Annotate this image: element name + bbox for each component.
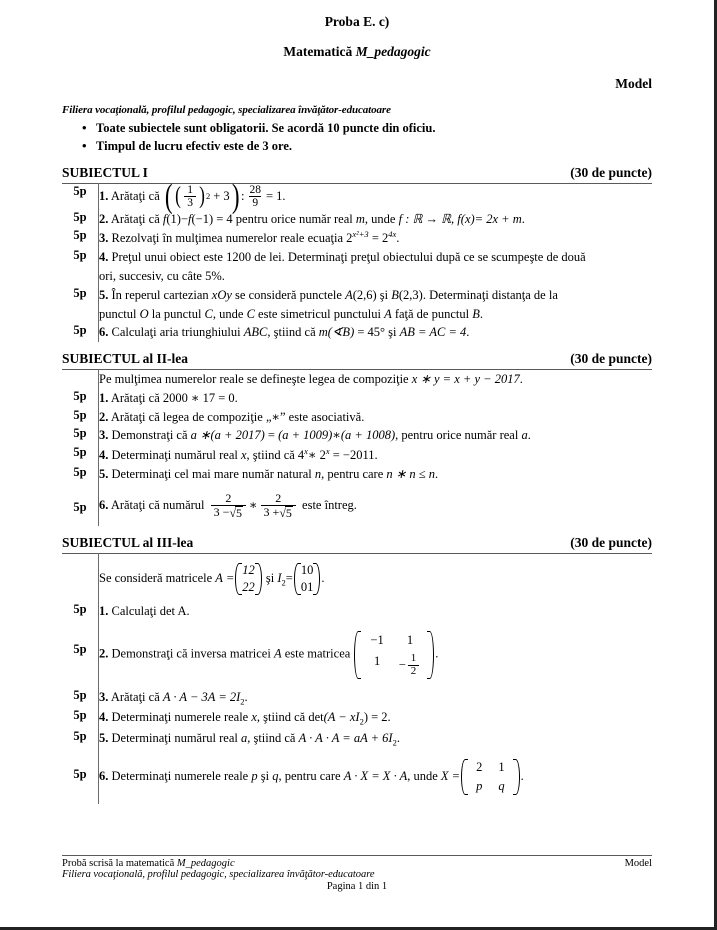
problem-body <box>99 323 653 342</box>
footer-filiera: Filiera vocaţională, profilul pedagogic, specializarea învăţător-educatoare <box>62 869 375 880</box>
points-cell: 5p <box>73 688 87 703</box>
matrix-cell: 1 <box>242 562 249 577</box>
problem-text: Calculaţi <box>111 603 157 618</box>
period: . <box>282 188 286 203</box>
equation: A · A − 3A = 2I <box>162 690 241 705</box>
power-base: 4 <box>297 448 305 463</box>
matrix-cell: 2 <box>476 759 483 774</box>
problem-body <box>99 228 653 248</box>
problem-text: Determinaţi numerele reale <box>111 710 249 725</box>
section-points: (30 de puncte) <box>570 164 652 180</box>
var-a: a <box>521 428 528 443</box>
point-A: A <box>384 306 392 321</box>
matrix-cell: 1 <box>307 579 314 594</box>
problem-text: faţă de punctul <box>394 306 470 321</box>
fn-f: f <box>188 211 192 226</box>
problem-number: 3. <box>99 231 109 246</box>
frac-numerator: 1 <box>410 652 417 665</box>
section-title: SUBIECTUL I <box>62 164 148 180</box>
measure-fn: m <box>318 325 328 340</box>
inequality: n ∗ n ≤ n <box>386 466 435 481</box>
det-arg: (A − xI <box>323 710 360 725</box>
exam-note-item: • Toate subiectele sunt obligatorii. Se acordă 10 puncte din oficiu. <box>82 120 652 138</box>
table-row <box>62 370 652 389</box>
problem-text: , pentru orice număr real <box>395 428 519 443</box>
problem-number: 2. <box>99 409 109 424</box>
power-base: 2 <box>382 231 389 246</box>
table-row <box>62 749 652 804</box>
problem-text: Arătaţi că <box>110 211 160 226</box>
exam-proba-title: Proba E. c) <box>324 14 390 29</box>
minus-sign: − <box>398 657 406 672</box>
table-row <box>62 708 652 728</box>
equation-rhs: = −2011 <box>332 448 375 463</box>
exponent: x²+3 <box>352 229 369 240</box>
point-A-coords: (2,6) <box>352 287 377 302</box>
table-row <box>62 228 652 248</box>
var-x: x <box>240 448 247 463</box>
arg-x: (x) <box>460 211 475 226</box>
points-cell-empty <box>62 370 99 389</box>
point-O: O <box>139 306 149 321</box>
lhs-paren: (a + 2017) <box>210 428 265 443</box>
exponent: x <box>304 446 308 457</box>
problem-number: 1. <box>99 188 109 203</box>
problem-text: se consideră punctele <box>235 287 342 302</box>
points-cell: 5p <box>73 183 87 198</box>
points-cell: 5p <box>73 407 87 422</box>
sqrt-5: √5 <box>229 505 243 520</box>
percent-value: 5% <box>205 269 222 284</box>
matrix-cell: 1 <box>406 633 414 648</box>
period: . <box>321 570 325 585</box>
table-row <box>62 445 652 465</box>
table-row <box>62 323 652 342</box>
problem-number: 1. <box>99 603 109 618</box>
frac-numerator: 28 <box>249 183 261 196</box>
problem-number: 4. <box>99 250 109 265</box>
problem-text: este matricea <box>284 647 351 662</box>
rhs-right: (a + 1008) <box>340 428 396 443</box>
problem-body <box>99 465 653 484</box>
matrix-cell: p <box>476 778 483 793</box>
equation: A · X = X · A <box>343 768 408 783</box>
table-row <box>62 729 652 749</box>
footer-model: Model <box>624 858 652 869</box>
problem-body <box>99 248 653 286</box>
minus-op: − <box>180 211 188 226</box>
intro-text: Se consideră matricele <box>99 570 213 585</box>
close-paren: ) <box>363 710 368 725</box>
matrix-cell: 2 <box>248 579 255 594</box>
points-cell: 5p <box>73 642 87 657</box>
problem-text: , ştiind că <box>256 710 306 725</box>
points-cell: 5p <box>73 708 87 723</box>
problem-text: şi <box>388 325 397 340</box>
problem-text: Preţul unui obiect este <box>111 250 223 265</box>
exam-notes <box>62 120 652 156</box>
period: . <box>466 325 470 340</box>
exam-note-item: • Timpul de lucru efectiv este de 3 ore. <box>82 138 652 156</box>
problem-text: Arătaţi că <box>110 188 160 203</box>
table-row <box>62 602 652 621</box>
power-base: 2 <box>346 231 353 246</box>
equals-one: = 1 <box>265 189 283 204</box>
problem-text: Demonstraţi că <box>111 428 188 443</box>
page-footer <box>62 855 652 892</box>
section-intro <box>99 370 653 389</box>
matrix-A-ref: A <box>273 647 282 662</box>
period: . <box>434 466 439 481</box>
problem-text: pentru orice număr real <box>235 211 353 226</box>
point-B: B <box>472 306 480 321</box>
var-n: n <box>314 466 322 481</box>
matrix-X-label: X = <box>440 768 461 783</box>
matrix-A-inverse <box>354 630 434 680</box>
matrix-A <box>235 562 262 596</box>
table-row <box>62 389 652 408</box>
problem-body <box>99 286 653 324</box>
section-title: SUBIECTUL al III-lea <box>62 534 194 550</box>
footer-exam-name: Probă scrisă la matematică <box>62 858 177 869</box>
problem-number: 6. <box>99 325 109 340</box>
problem-text: Determinaţi numărul real <box>111 730 238 745</box>
problem-table-1 <box>62 177 652 342</box>
problem-text: este simetricul punctului <box>258 306 381 321</box>
conjunction: şi <box>265 570 275 585</box>
section-heading-3 <box>62 535 652 551</box>
point-B: B <box>391 287 399 302</box>
problem-text: Determinaţi cel mai mare număr natural <box>111 466 312 481</box>
problem-body <box>99 408 653 427</box>
problem-body <box>99 602 653 621</box>
point-B-coords: (2,3) <box>398 287 423 302</box>
identity-subscript: 2 <box>281 577 286 588</box>
problem-number: 3. <box>99 428 109 443</box>
matrix-cell: q <box>498 778 505 793</box>
matrix-cell: 1 <box>373 654 381 669</box>
section-points: (30 de puncte) <box>570 351 652 367</box>
footer-row-1 <box>62 858 652 869</box>
frac-denominator <box>261 505 296 520</box>
formula-s1-1: ( ( $\frac{1}{3}$ ) 2 + 3 ) : $\frac{28}{9}$ = 1 <box>164 177 283 215</box>
problem-text: Calculaţi aria triunghiului <box>111 325 241 340</box>
footer-page-number: Pagina 1 din 1 <box>326 881 388 892</box>
det-expr: det A <box>159 603 187 618</box>
problem-number: 5. <box>99 287 109 302</box>
frac-denominator: 2 <box>408 665 420 678</box>
matrix-cell: −1 <box>370 633 384 648</box>
problem-number: 4. <box>99 710 109 725</box>
problem-text: Determinaţi numerele reale <box>111 768 249 783</box>
problem-text: , unde <box>212 306 244 321</box>
period: . <box>387 710 391 725</box>
problem-text: şi <box>379 287 389 302</box>
footer-left-line <box>62 858 235 869</box>
section-intro <box>99 553 653 601</box>
section-title: SUBIECTUL al II-lea <box>62 351 189 367</box>
den-prefix: 3 + <box>263 504 280 519</box>
den-prefix: 3 − <box>213 504 230 519</box>
arg-minus1: (−1) <box>191 211 214 226</box>
exam-subject-title <box>62 45 652 59</box>
page-content <box>62 10 652 804</box>
model-label: Model <box>615 76 652 92</box>
problem-text: ori, succesiv, cu câte <box>99 269 202 284</box>
problem-text: , ştiind că <box>247 730 296 745</box>
equation: 2000 ∗ 17 = 0 <box>162 390 235 405</box>
var-q: q <box>272 768 279 783</box>
problem-text: . Determinaţi distanţa de la <box>422 287 558 302</box>
problem-number: 1. <box>99 390 109 405</box>
point-C: C <box>246 306 255 321</box>
points-cell: 5p <box>73 445 87 460</box>
problem-text: , pentru care <box>321 466 384 481</box>
problem-number: 6. <box>99 768 109 783</box>
table-row <box>62 484 652 526</box>
period: . <box>519 372 523 387</box>
period: . <box>186 603 190 618</box>
angle-value: = 45° <box>357 325 386 340</box>
star-op: ∗ <box>332 428 341 443</box>
matrix-cell: 0 <box>300 579 308 594</box>
problem-text: Arătaţi că <box>110 690 160 705</box>
price-value: 1200 <box>226 250 252 265</box>
points-cell: 5p <box>73 323 87 338</box>
period: . <box>221 269 225 284</box>
subject-code: M_pedagogic <box>355 44 431 60</box>
problem-body <box>99 177 653 215</box>
angle-B: (∢B) <box>327 325 355 340</box>
fn-domain: f : ℝ → ℝ, <box>398 211 455 226</box>
equals-op: = <box>267 428 275 443</box>
identity-label: I <box>277 570 282 585</box>
exponent: 2 <box>205 191 211 202</box>
points-cell: 5p <box>73 464 87 479</box>
table-row <box>62 688 652 708</box>
period: . <box>234 390 238 405</box>
point-C: C <box>204 306 213 321</box>
arg-1: (1) <box>166 211 181 226</box>
coord-system: xOy <box>211 287 232 302</box>
period: . <box>521 211 525 226</box>
problem-text: , ştiind că <box>267 325 316 340</box>
points-cell: 5p <box>73 766 87 781</box>
frac-denominator: 9 <box>249 196 261 209</box>
equation: A · A · A = aA + 6I <box>298 730 393 745</box>
intro-text: Pe mulţimea numerelor reale se defineşte legea de compoziţie <box>99 372 409 387</box>
matrix-cell: 2 <box>248 562 255 577</box>
problem-text: Arătaţi că numărul <box>110 497 205 512</box>
period: . <box>479 306 483 321</box>
var-a: a <box>240 730 248 745</box>
table-row <box>62 426 652 445</box>
var-x: x <box>251 710 257 725</box>
filiera-line: Filiera vocaţională, profilul pedagogic, specializarea învăţător-educatoare <box>62 104 391 117</box>
problem-body <box>99 484 653 526</box>
period: . <box>527 428 531 443</box>
table-row <box>62 408 652 427</box>
subscript-2: 2 <box>392 737 397 748</box>
matrix-A-label: A = <box>215 570 235 585</box>
problem-body <box>99 620 653 688</box>
matrix-I2 <box>294 562 321 596</box>
problem-text: În reperul cartezian <box>111 287 209 302</box>
problem-text: punctul <box>99 306 137 321</box>
table-row <box>62 465 652 484</box>
problem-text: , ştiind că <box>246 448 295 463</box>
equals-op: = <box>371 231 379 246</box>
problem-number: 2. <box>99 647 109 662</box>
fn-expr: = 2x + m <box>474 211 522 226</box>
colon-op: : <box>240 189 245 204</box>
points-cell: 5p <box>73 728 87 743</box>
table-row <box>62 553 652 601</box>
problem-table-2 <box>62 369 652 526</box>
frac-numerator: 2 <box>225 490 232 505</box>
side-lengths: AB = AC = 4 <box>399 325 467 340</box>
lhs-a: a ∗ <box>190 428 211 443</box>
exponent: 4x <box>388 229 397 240</box>
matrix-X <box>461 758 520 796</box>
table-row <box>62 210 652 229</box>
equals-op: = <box>285 570 293 585</box>
sqrt-5: √5 <box>279 505 292 520</box>
problem-text: Arătaţi că <box>110 390 160 405</box>
period: . <box>396 231 400 246</box>
points-cell: 5p <box>73 601 87 616</box>
table-row <box>62 286 652 324</box>
points-cell: 5p <box>73 228 87 243</box>
period: . <box>396 730 400 745</box>
period: . <box>520 768 524 783</box>
points-cell: 5p <box>73 285 87 300</box>
plus-three: + 3 <box>213 189 230 204</box>
problem-table-3 <box>62 553 652 804</box>
table-row <box>62 183 652 209</box>
problem-text: , unde <box>407 768 438 783</box>
problem-text: la punctul <box>151 306 202 321</box>
section-heading-1 <box>62 165 652 181</box>
points-cell: 5p <box>73 499 87 514</box>
points-cell: 5p <box>73 388 87 403</box>
matrix-cell <box>393 651 428 680</box>
problem-number: 6. <box>99 497 109 512</box>
equals-four: = 4 <box>216 211 233 226</box>
period: . <box>374 448 378 463</box>
problem-number: 3. <box>99 690 109 705</box>
problem-text: Determinaţi numărul real <box>111 448 238 463</box>
period: . <box>435 647 439 662</box>
problem-number: 2. <box>99 211 109 226</box>
frac-denominator: 3 <box>184 196 196 209</box>
problem-number: 4. <box>99 448 109 463</box>
problem-number: 5. <box>99 730 109 745</box>
problem-text: de lei. Determinaţi preţul obiectului după ce se scumpeşte de două <box>254 250 586 265</box>
triangle-ABC: ABC <box>243 325 268 340</box>
points-cell: 5p <box>73 248 87 263</box>
points-cell: 5p <box>73 209 87 224</box>
footer-subject-code: M_pedagogic <box>176 858 235 869</box>
fn-f: f <box>457 211 461 226</box>
points-cell: 5p <box>73 426 87 441</box>
matrix-cell: 1 <box>300 562 308 577</box>
problem-body <box>99 389 653 408</box>
rhs-left: (a + 1009) <box>278 428 333 443</box>
subscript-2: 2 <box>359 716 364 727</box>
points-cell-empty <box>62 553 99 601</box>
table-row <box>62 620 652 688</box>
table-row <box>62 248 652 286</box>
matrix-cell: 0 <box>307 562 314 577</box>
problem-text: Rezolvaţi în mulţimea numerelor reale ecuaţia <box>111 231 343 246</box>
subject-label: Matematică <box>283 44 356 60</box>
problem-text: Arătaţi că legea de compoziţie „∗” este asociativă. <box>110 409 365 424</box>
problem-text: este întreg. <box>302 497 357 512</box>
matrix-cell: 2 <box>242 579 249 594</box>
problem-body <box>99 749 653 804</box>
problem-number: 5. <box>99 466 109 481</box>
problem-body <box>99 688 653 708</box>
var-m: m <box>355 211 365 226</box>
equals-two: = 2 <box>371 710 388 725</box>
det-keyword: det <box>308 710 324 725</box>
problem-text: , unde <box>364 211 396 226</box>
section-points: (30 de puncte) <box>570 534 652 550</box>
period: . <box>244 690 248 705</box>
problem-body <box>99 445 653 465</box>
matrix-cell: 1 <box>498 759 505 774</box>
star-op: ∗ 2 <box>307 448 326 463</box>
frac-numerator: 1 <box>187 183 193 196</box>
problem-body <box>99 708 653 728</box>
star-op: ∗ <box>249 497 258 512</box>
exponent: x <box>325 446 330 457</box>
fn-f: f <box>162 211 167 226</box>
point-A: A <box>345 287 353 302</box>
section-heading-2 <box>62 351 652 367</box>
frac-denominator <box>211 505 246 520</box>
problem-text: Demonstraţi că inversa matricei <box>111 647 271 662</box>
problem-text: , pentru care <box>278 768 341 783</box>
problem-body <box>99 426 653 445</box>
problem-body <box>99 210 653 229</box>
problem-body <box>99 729 653 749</box>
var-p: p <box>251 768 258 783</box>
frac-numerator: 2 <box>275 490 282 505</box>
conjunction: şi <box>260 768 270 783</box>
subscript-2: 2 <box>240 696 245 707</box>
composition-law: x ∗ y = x + y − 2017 <box>411 372 520 387</box>
